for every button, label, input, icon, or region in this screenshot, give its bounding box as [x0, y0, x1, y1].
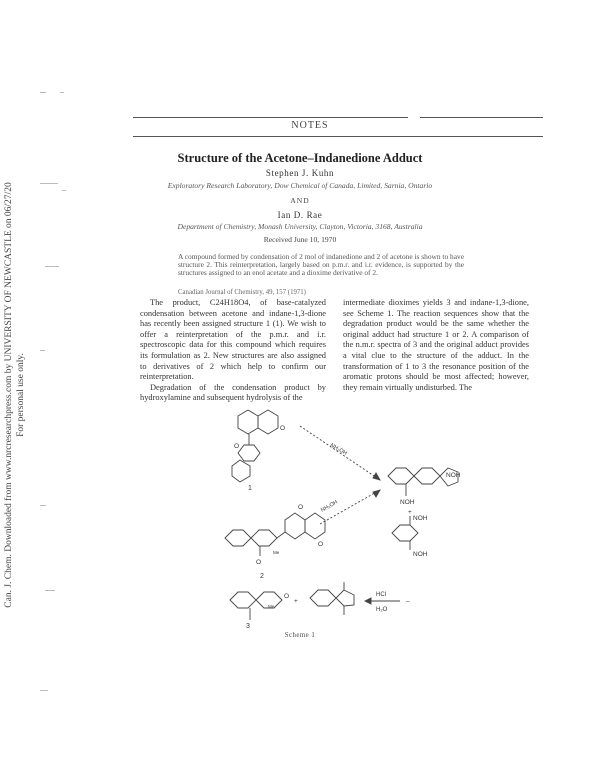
arrow-head — [365, 598, 371, 604]
minus-sign: – — [406, 598, 410, 605]
header-rule-bottom — [133, 136, 543, 137]
author-kuhn: Stephen J. Kuhn — [265, 168, 335, 178]
body-paragraph: The product, C24H18O4, of base-catalyzed condensation between acetone and indane-1,3-dione has recently been assigned structure 1 (1). We wish to offer a reinterpretation of the p.m.r. and i.r. spectroscopic data for this compound which requires its formulation as 2. New structures are also assigned to derivatives of 2 which help to confirm our reinterpretation. — [140, 298, 326, 382]
methyl-label: Me — [268, 604, 275, 609]
scheme-1-diagram — [210, 408, 470, 628]
indanedione — [310, 582, 354, 615]
article-title: Structure of the Acetone–Indanedione Adduct — [177, 151, 423, 165]
affiliation-rae: Department of Chemistry, Monash University, Clayton, Victoria, 3168, Australia — [177, 222, 423, 231]
download-notice — [3, 45, 27, 745]
section-header: NOTES — [291, 120, 329, 131]
oxygen-label: O — [234, 443, 240, 450]
ring — [285, 513, 305, 539]
ring — [414, 468, 440, 484]
scan-speck — [40, 505, 46, 506]
ring — [388, 468, 414, 484]
bond — [277, 532, 285, 538]
oxime-label: NOH — [413, 551, 428, 558]
download-notice-line1: Can. J. Chem. Downloaded from www.nrcresearchpress.com by UNIVERSITY OF NEWCASTLE on 06/27/20 — [4, 182, 14, 608]
compound-number: 3 — [246, 623, 250, 628]
download-sidebar — [0, 0, 30, 776]
reagent-label: H₂O — [376, 607, 388, 613]
arrow-head — [373, 473, 380, 480]
oxygen-label: O — [284, 593, 290, 600]
compound-number: 1 — [248, 485, 252, 492]
header-rule-left — [133, 117, 408, 118]
ring — [336, 590, 354, 606]
oxime-label: NOH — [446, 472, 461, 479]
oxygen-label: O — [256, 559, 262, 566]
body-paragraph: intermediate dioximes yields 3 and indane-1,3-dione, see Scheme 1. The reaction sequences show that the degradation product would be the same whether the original adduct had structure 1 or 2. A comparison of the n.m.r. spectra of 3 and the original adduct provides a vital clue to the structure of the adduct. In the transformation of 1 to 3 the resonance position of the aromatic protons should be most affected; however, they remain virtually undisturbed. The — [343, 298, 529, 392]
oxygen-label: O — [298, 504, 304, 511]
download-notice-line2: For personal use only. — [16, 353, 26, 437]
reagent-label: NH₂OH — [320, 499, 339, 514]
received-date: Received June 10, 1970 — [263, 235, 337, 244]
scan-speck — [60, 92, 64, 93]
reagent-label: NH₂OH — [329, 442, 348, 457]
scan-speck — [40, 350, 45, 351]
dioxime-product — [388, 468, 458, 550]
scan-speck — [40, 92, 46, 93]
ring — [238, 410, 258, 434]
ring — [392, 525, 418, 541]
body-column-left — [140, 298, 326, 404]
body-column-right — [343, 298, 529, 393]
author-rae: Ian D. Rae — [277, 210, 323, 220]
ring — [232, 460, 250, 482]
header-rule-right — [420, 117, 543, 118]
ring — [230, 592, 256, 608]
plus-sign: + — [294, 598, 298, 605]
methyl-label: Me — [273, 550, 280, 555]
oxime-label: NOH — [413, 515, 428, 522]
ring — [251, 530, 277, 546]
reagent-label: HCl — [376, 592, 386, 598]
and-separator: AND — [290, 196, 310, 205]
ring — [305, 513, 325, 539]
ring — [310, 590, 336, 606]
ring — [258, 410, 278, 434]
oxygen-label: O — [318, 541, 324, 548]
scan-speck — [45, 590, 55, 591]
compound-number: 2 — [260, 573, 264, 580]
scheme-caption: Scheme 1 — [284, 632, 316, 639]
abstract: A compound formed by condensation of 2 mol of indanedione and 2 of acetone is shown to have structure 2. This reinterpretation, largely based on p.m.r. and i.r. evidence, is supported by the structures assigned to an enol acetate and a dioxime derivative of 2. — [178, 252, 464, 278]
ring — [238, 445, 260, 461]
scan-speck — [62, 190, 66, 191]
arrow-head — [373, 490, 380, 497]
body-paragraph: Degradation of the condensation product by hydroxylamine and subsequent hydrolysis of the — [140, 382, 326, 403]
oxygen-label: O — [280, 425, 286, 432]
plus-sign: + — [408, 509, 412, 516]
scan-speck — [45, 266, 59, 267]
scan-speck — [40, 690, 48, 691]
affiliation-kuhn: Exploratory Research Laboratory, Dow Chemical of Canada, Limited, Sarnia, Ontario — [167, 181, 433, 190]
ring — [225, 530, 251, 546]
journal-citation: Canadian Journal of Chemistry, 49, 157 (1971) — [178, 289, 306, 296]
oxime-label: NOH — [400, 499, 415, 506]
